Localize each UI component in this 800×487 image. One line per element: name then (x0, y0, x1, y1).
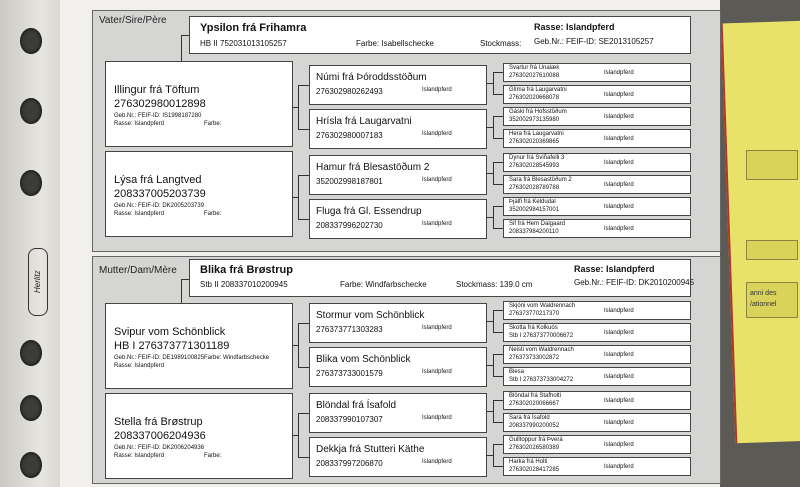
punch-hole (20, 395, 42, 421)
ggp-name: Skjóni vom Waldrennach (509, 303, 576, 309)
grandparent-box (309, 109, 487, 149)
connector-line (298, 323, 309, 324)
connector-line (493, 354, 494, 376)
connector-line (298, 175, 299, 219)
parent-breed: Rasse: Islandpferd (114, 121, 165, 127)
parent-color: Farbe: Windfarbschecke (204, 355, 270, 361)
grandparent-box (309, 199, 487, 239)
punch-hole (20, 28, 42, 54)
ggp-breed: Islandpferd (604, 330, 634, 336)
connector-line (493, 228, 503, 229)
ggp-id: 352002984157001 (509, 207, 560, 213)
connector-line (487, 173, 493, 174)
parent-breed: Rasse: Islandpferd (114, 363, 165, 369)
pedigree-paper (60, 0, 720, 487)
parent-breed: Rasse: Islandpferd (114, 453, 165, 459)
gp-name: Stormur vom Schönblick (316, 310, 425, 321)
punch-hole (20, 98, 42, 124)
great-grandparent-box (503, 175, 691, 194)
gp-name: Dekkja frá Stutteri Käthe (316, 444, 425, 455)
parent-color: Farbe: (204, 211, 222, 217)
connector-line (487, 455, 493, 456)
connector-line (298, 457, 309, 458)
parent-color: Farbe: (204, 121, 222, 127)
connector-line (298, 85, 309, 86)
ggp-breed: Islandpferd (604, 136, 634, 142)
parent-breed: Rasse: Islandpferd (114, 211, 165, 217)
ggp-name: Sif frá Hem Dalgaard (509, 221, 566, 227)
grandparent-box (309, 65, 487, 105)
gp-id: 208337997206870 (316, 459, 383, 468)
great-grandparent-box (503, 153, 691, 172)
dam-breed: Rasse: Islandpferd (574, 264, 655, 274)
gp-name: Fluga frá Gl. Essendrup (316, 206, 422, 217)
father-section (92, 10, 721, 252)
dam-feif-id: Geb.Nr.: FEIF-ID: DK2010200945 (574, 278, 695, 287)
ggp-name: Dynur frá Sviñafelli 3 (509, 155, 565, 161)
great-grandparent-box (503, 301, 691, 320)
ggp-name: Sara frá Ísafold (509, 415, 550, 421)
great-grandparent-box (503, 367, 691, 386)
ggp-name: Gulltoppur frá Þverá (509, 437, 563, 443)
parent-box (105, 393, 293, 479)
parent-box (105, 61, 293, 147)
sire-stockmass: Stockmass: (480, 39, 522, 48)
connector-line (493, 206, 494, 228)
connector-line (181, 279, 189, 280)
ggp-name: Glíma frá Laugarvatni (509, 87, 567, 93)
ggp-name: Þjálfi frá Keldudal (509, 199, 556, 205)
ggp-breed: Islandpferd (604, 464, 634, 470)
ggp-id: 276302027610088 (509, 73, 560, 79)
parent-name: Stella frá Brøstrup (114, 416, 203, 428)
yellow-form-box (746, 240, 798, 260)
gp-id: 352002998187801 (316, 177, 383, 186)
gp-id: 276373771303283 (316, 325, 383, 334)
connector-line (298, 367, 309, 368)
connector-line (493, 184, 503, 185)
father-section-label: Vater/Sire/Père (99, 15, 167, 26)
great-grandparent-box (503, 85, 691, 104)
gp-breed: Islandpferd (422, 325, 452, 331)
ggp-name: Skotta frá Kolkuós (509, 325, 558, 331)
sheet-protector-edge (0, 0, 68, 487)
parent-feif-id: Geb.Nr.: FEIF-ID: DK2006204936 (114, 445, 205, 451)
ggp-id: 276373733002872 (509, 355, 560, 361)
parent-box (105, 303, 293, 389)
connector-line (298, 323, 299, 367)
sire-color: Farbe: Isabellschecke (356, 39, 434, 48)
ggp-name: Blesa (509, 369, 525, 375)
parent-feif-id: Geb.Nr.: FEIF-ID: DK2005203739 (114, 203, 205, 209)
parent-id: 208337006204936 (114, 430, 206, 442)
ggp-id: Stb I 276373733004272 (509, 377, 574, 383)
parent-id: 208337005203739 (114, 188, 206, 200)
great-grandparent-box (503, 323, 691, 342)
ggp-id: 276302028789788 (509, 185, 560, 191)
connector-line (493, 138, 503, 139)
parent-name: Lýsa frá Langtved (114, 174, 202, 186)
ggp-breed: Islandpferd (604, 420, 634, 426)
ggp-breed: Islandpferd (604, 70, 634, 76)
parent-feif-id: Geb.Nr.: FEIF-ID: IS1998187280 (114, 113, 202, 119)
ggp-breed: Islandpferd (604, 442, 634, 448)
great-grandparent-box (503, 435, 691, 454)
connector-line (487, 365, 493, 366)
connector-line (487, 217, 493, 218)
parent-feif-id: Geb.Nr.: FEIF-ID: DE1989100825 (114, 355, 205, 361)
ggp-breed: Islandpferd (604, 398, 634, 404)
connector-line (293, 107, 298, 108)
mother-section-label: Mutter/Dam/Mère (99, 265, 177, 276)
ggp-breed: Islandpferd (604, 160, 634, 166)
ggp-id: 276302020668078 (509, 95, 560, 101)
gp-id: 208337990107307 (316, 415, 383, 424)
sire-feif-id: Geb.Nr.: FEIF-ID: SE2013105257 (534, 37, 654, 46)
parent-name: Illingur frá Töftum (114, 84, 200, 96)
gp-breed: Islandpferd (422, 87, 452, 93)
connector-line (493, 310, 503, 311)
connector-line (293, 197, 298, 198)
ggp-breed: Islandpferd (604, 92, 634, 98)
connector-line (487, 127, 493, 128)
ggp-id: 276373770217370 (509, 311, 560, 317)
ggp-id: 276302028545993 (509, 163, 560, 169)
dam-color: Farbe: Windfarbschecke (340, 280, 427, 289)
dam-name: Blika frá Brøstrup (200, 264, 293, 276)
connector-line (493, 354, 503, 355)
grandparent-box (309, 303, 487, 343)
ggp-id: 352002973135980 (509, 117, 560, 123)
connector-line (493, 466, 503, 467)
gp-breed: Islandpferd (422, 221, 452, 227)
punch-hole (20, 170, 42, 196)
great-grandparent-box (503, 107, 691, 126)
ggp-id: 208337984200110 (509, 229, 559, 235)
brand-logo: Herlitz (28, 248, 48, 316)
dam-info-box (189, 259, 695, 297)
connector-line (493, 162, 494, 184)
sire-breed: Rasse: Islandpferd (534, 22, 615, 32)
ggp-breed: Islandpferd (604, 204, 634, 210)
ggp-name: Blöndal frá Stafholti (509, 393, 562, 399)
punch-hole (20, 340, 42, 366)
grandparent-box (309, 155, 487, 195)
connector-line (493, 332, 503, 333)
yellow-form-box (746, 150, 798, 180)
connector-line (493, 72, 494, 94)
connector-line (493, 116, 503, 117)
great-grandparent-box (503, 413, 691, 432)
ggp-name: Harka frá Holti (509, 459, 548, 465)
parent-box (105, 151, 293, 237)
gp-breed: Islandpferd (422, 369, 452, 375)
gp-name: Hamur frá Blesastöðum 2 (316, 162, 430, 173)
connector-line (487, 411, 493, 412)
connector-line (293, 345, 298, 346)
ggp-id: Stb I 276373770006672 (509, 333, 574, 339)
connector-line (493, 400, 494, 422)
connector-line (493, 116, 494, 138)
parent-id: 276302980012898 (114, 98, 206, 110)
ggp-breed: Islandpferd (604, 352, 634, 358)
parent-name: Svipur vom Schönblick (114, 326, 226, 338)
dam-stb: Stb II 208337010200945 (200, 280, 288, 289)
gp-id: 276373733001579 (316, 369, 383, 378)
ggp-name: Sara frá Blesastöðum 2 (509, 177, 572, 183)
connector-line (298, 129, 309, 130)
ggp-id: 276302020066667 (509, 401, 560, 407)
dam-stockmass: Stockmass: 139.0 cm (456, 280, 533, 289)
ggp-id: 208337990200052 (509, 423, 560, 429)
gp-name: Hrísla frá Laugarvatni (316, 116, 412, 127)
ggp-breed: Islandpferd (604, 114, 634, 120)
connector-line (493, 162, 503, 163)
connector-line (298, 219, 309, 220)
gp-id: 208337996202730 (316, 221, 383, 230)
punch-hole (20, 452, 42, 478)
connector-line (298, 413, 299, 457)
ggp-id: 276302020369865 (509, 139, 560, 145)
ggp-id: 276302026580389 (509, 445, 560, 451)
great-grandparent-box (503, 457, 691, 476)
connector-line (493, 94, 503, 95)
parent-color: Farbe: (204, 453, 222, 459)
great-grandparent-box (503, 63, 691, 82)
connector-line (298, 413, 309, 414)
connector-line (487, 83, 493, 84)
gp-name: Blika vom Schönblick (316, 354, 411, 365)
connector-line (181, 35, 182, 61)
connector-line (493, 444, 494, 466)
connector-line (487, 321, 493, 322)
gp-id: 276302980007183 (316, 131, 383, 140)
ggp-name: Gáski frá Hofsstöðum (509, 109, 567, 115)
yellow-sheet (721, 21, 800, 444)
great-grandparent-box (503, 129, 691, 148)
ggp-breed: Islandpferd (604, 374, 634, 380)
ggp-breed: Islandpferd (604, 308, 634, 314)
grandparent-box (309, 347, 487, 387)
sire-info-box (189, 16, 691, 54)
connector-line (493, 310, 494, 332)
gp-breed: Islandpferd (422, 177, 452, 183)
connector-line (298, 85, 299, 129)
yellow-note-text: /ationnel (750, 301, 777, 308)
gp-breed: Islandpferd (422, 459, 452, 465)
yellow-note-text: anni des (750, 290, 777, 297)
connector-line (181, 279, 182, 303)
ggp-id: 276302028417285 (509, 467, 560, 473)
connector-line (493, 376, 503, 377)
connector-line (181, 35, 189, 36)
connector-line (493, 422, 503, 423)
ggp-name: Hera frá Laugarvatni (509, 131, 564, 137)
gp-name: Númi frá Þóroddsstöðum (316, 72, 427, 83)
ggp-name: Neisti vom Waldrennach (509, 347, 574, 353)
gp-name: Blöndal frá Ísafold (316, 400, 397, 411)
great-grandparent-box (503, 345, 691, 364)
connector-line (493, 72, 503, 73)
connector-line (493, 400, 503, 401)
great-grandparent-box (503, 197, 691, 216)
ggp-name: Svartur frá Unalæk (509, 65, 560, 71)
grandparent-box (309, 393, 487, 433)
connector-line (293, 435, 298, 436)
ggp-breed: Islandpferd (604, 226, 634, 232)
gp-breed: Islandpferd (422, 131, 452, 137)
great-grandparent-box (503, 391, 691, 410)
sire-stb: HB II 752031013105257 (200, 39, 287, 48)
ggp-breed: Islandpferd (604, 182, 634, 188)
mother-section (92, 256, 721, 484)
great-grandparent-box (503, 219, 691, 238)
gp-breed: Islandpferd (422, 415, 452, 421)
connector-line (493, 206, 503, 207)
grandparent-box (309, 437, 487, 477)
connector-line (298, 175, 309, 176)
connector-line (493, 444, 503, 445)
gp-id: 276302980262493 (316, 87, 383, 96)
parent-id: HB I 276373771301189 (114, 340, 230, 352)
sire-name: Ypsilon frá Frihamra (200, 22, 307, 34)
